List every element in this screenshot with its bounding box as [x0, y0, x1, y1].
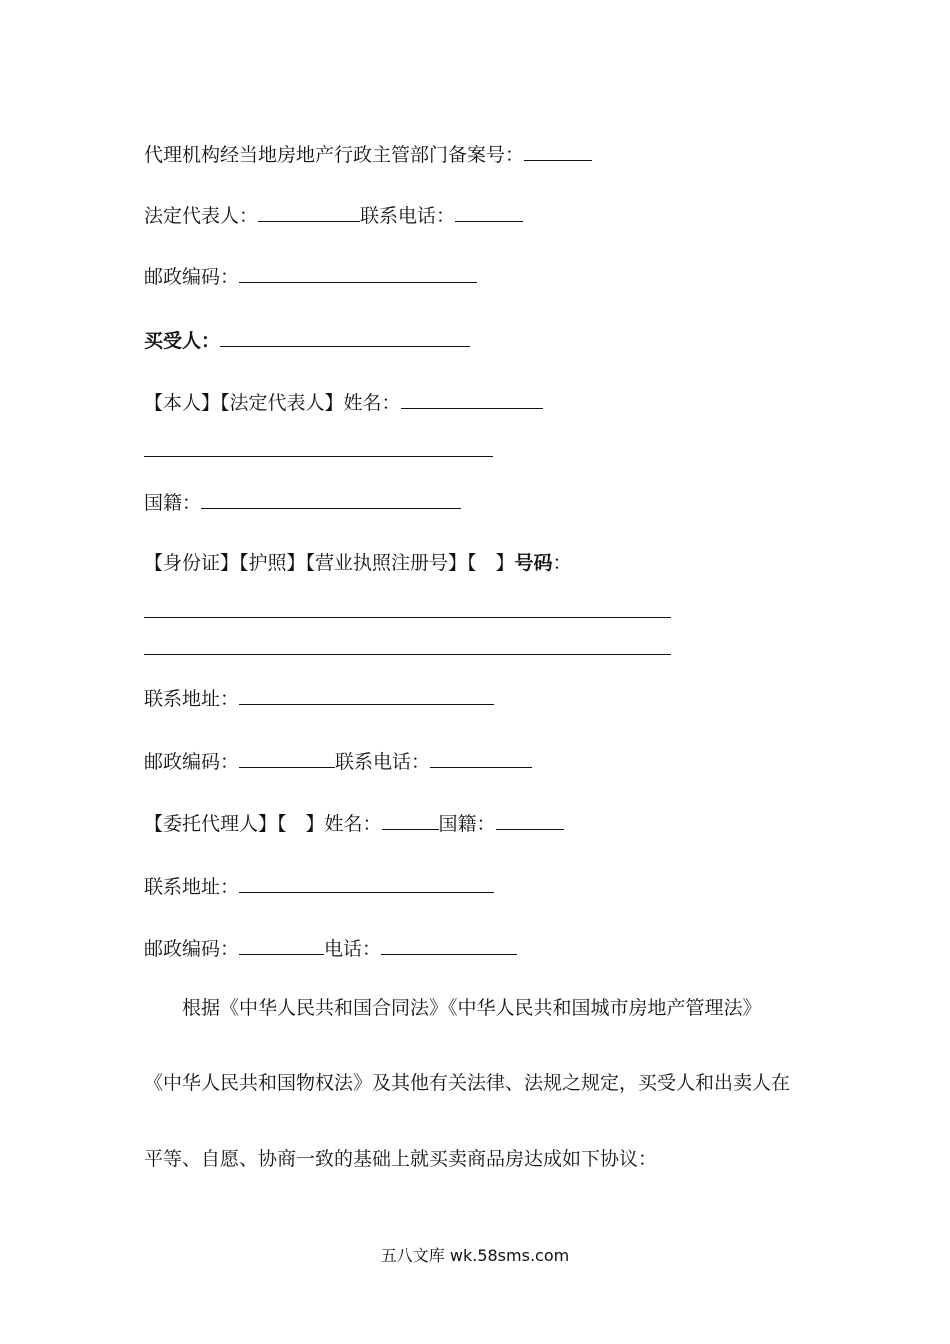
id-number-label: 号码 — [514, 552, 553, 574]
self-rep-label: 【本人】【法定代表人】姓名： — [144, 392, 401, 414]
agent-line — [144, 809, 564, 836]
phone2-blank[interactable] — [430, 747, 532, 768]
agent-name-blank[interactable] — [382, 809, 439, 830]
paragraph-line-1: 根据《中华人民共和国合同法》《中华人民共和国城市房地产管理法》 — [182, 997, 762, 1019]
postal3-label: 邮政编码： — [144, 938, 240, 960]
agent-name-label: 姓名： — [324, 813, 382, 835]
id-bracket-close: 】 — [495, 552, 515, 574]
postal-label: 邮政编码： — [144, 266, 240, 288]
id-colon: ： — [552, 552, 572, 574]
legal-rep-blank[interactable] — [258, 201, 360, 222]
paragraph-line-3: 平等、自愿、协商一致的基础上就买卖商品房达成如下协议： — [144, 1148, 658, 1170]
tel-blank[interactable] — [381, 934, 517, 955]
legal-rep-label: 法定代表人： — [144, 205, 259, 227]
agency-record-line — [144, 140, 592, 167]
footer-watermark: 五八文库 wk.58sms.com — [380, 1246, 570, 1265]
postal3-blank[interactable] — [239, 934, 324, 955]
postal-phone-line — [144, 747, 532, 774]
agent-nationality-blank[interactable] — [496, 809, 564, 830]
address2-line — [144, 872, 494, 899]
id-rule-2[interactable] — [144, 654, 671, 655]
postal-blank[interactable] — [239, 262, 477, 283]
phone-label: 联系电话： — [360, 205, 456, 227]
id-rule-1[interactable] — [144, 617, 671, 618]
name-continuation-rule[interactable] — [144, 456, 493, 457]
paragraph-line-2: 《中华人民共和国物权法》及其他有关法律、法规之规定，买受人和出卖人在 — [144, 1072, 791, 1094]
legal-rep-line — [144, 201, 523, 228]
self-rep-blank[interactable] — [401, 388, 543, 409]
agent-label: 【委托代理人】【 — [144, 813, 287, 835]
tel-label: 电话： — [324, 938, 382, 960]
agency-record-blank[interactable] — [524, 140, 592, 161]
postal-tel-line — [144, 934, 517, 961]
self-rep-line — [144, 388, 543, 415]
buyer-blank[interactable] — [220, 326, 470, 347]
phone2-label: 联系电话： — [335, 751, 431, 773]
agent-bracket-close: 】 — [305, 813, 325, 835]
postal-line — [144, 262, 477, 289]
buyer-line — [144, 326, 470, 353]
id-type-label: 【身份证】【护照】【营业执照注册号】【 — [144, 552, 477, 574]
address-blank[interactable] — [239, 684, 494, 705]
phone-blank[interactable] — [455, 201, 523, 222]
id-line — [144, 551, 572, 575]
nationality-line — [144, 488, 461, 515]
buyer-label: 买受人： — [144, 330, 221, 352]
nationality-blank[interactable] — [201, 488, 461, 509]
postal2-blank[interactable] — [239, 747, 335, 768]
agent-nationality-label: 国籍： — [438, 813, 496, 835]
nationality-label: 国籍： — [144, 492, 202, 514]
postal2-label: 邮政编码： — [144, 751, 240, 773]
address2-blank[interactable] — [239, 872, 494, 893]
address-label: 联系地址： — [144, 688, 240, 710]
agency-record-label: 代理机构经当地房地产行政主管部门备案号： — [144, 144, 525, 166]
address2-label: 联系地址： — [144, 876, 240, 898]
address-line — [144, 684, 494, 711]
